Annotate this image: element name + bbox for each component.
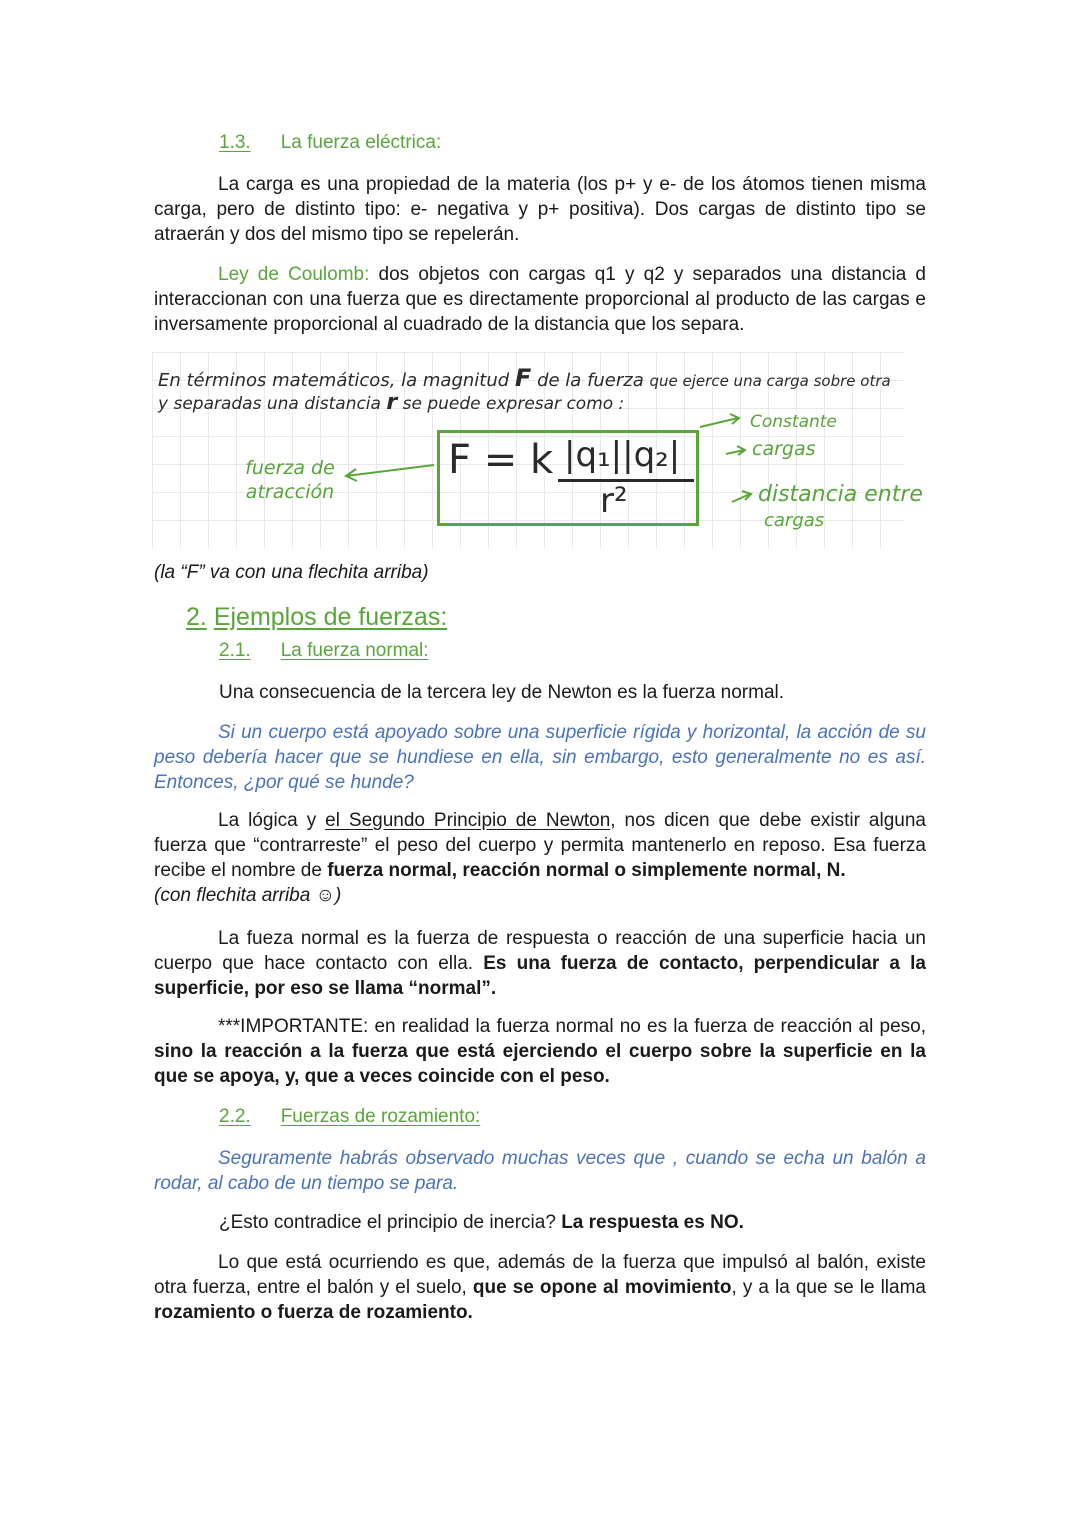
figure-r-symbol: r xyxy=(386,390,398,415)
paragraph-important xyxy=(154,1014,926,1089)
paragraph-question xyxy=(154,720,926,795)
figure-text: y separadas una distancia xyxy=(158,394,381,414)
formula-denominator: r² xyxy=(600,481,628,521)
figure-text: fuerza xyxy=(587,370,644,391)
paragraph-newton xyxy=(154,808,926,908)
section-title: Fuerzas de rozamiento: xyxy=(280,1106,481,1127)
formula-lhs: F = k xyxy=(448,437,554,483)
section-heading-2-2 xyxy=(219,1104,480,1129)
paragraph-bold: La respuesta es NO. xyxy=(561,1212,744,1233)
paragraph-ball xyxy=(154,1146,926,1196)
paragraph-italic: (con flechita arriba xyxy=(154,885,316,906)
paragraph-normal-force xyxy=(154,926,926,1001)
figure-text: se puede expresar como : xyxy=(402,394,625,414)
paragraph-text: Lo que está ocurriendo es que, además de la fuerza que impulsó al balón, existe otra fuerza, entre el balón y el suelo, xyxy=(154,1252,926,1298)
paragraph-bold: que se opone al movimiento xyxy=(472,1277,732,1298)
paragraph-text: La fueza normal es la fuerza de respuesta o reacción de una superficie hacia un cuerpo que hace contacto con ella. xyxy=(154,928,926,974)
coulomb-label: Ley de Coulomb: xyxy=(218,264,370,285)
paragraph-friction xyxy=(154,1250,926,1325)
section-number: 2.1. xyxy=(219,640,251,661)
paragraph-charge xyxy=(154,172,926,247)
note-charges-2: cargas xyxy=(764,510,825,531)
paragraph-italic: ) xyxy=(334,885,342,906)
coulomb-text: dos objetos con cargas q1 y q2 y separados una distancia d interaccionan con una fuerza que es directamente proporcional al producto de las cargas e inversamente proporcional al cuadrado de la distancia que los separa. xyxy=(154,264,926,335)
formula-numerator: |q₁||q₂| xyxy=(564,435,681,475)
section-title: La fuerza normal: xyxy=(280,640,429,661)
paragraph-coulomb xyxy=(154,262,926,337)
figure-caption: (la “F” va con una flechita arriba) xyxy=(154,562,429,583)
section-heading-2 xyxy=(186,601,447,633)
newton-principle-link[interactable]: el Segundo Principio de Newton xyxy=(325,810,611,831)
coulomb-figure xyxy=(152,352,923,548)
paragraph-bold: rozamiento o fuerza de rozamiento. xyxy=(154,1302,473,1323)
paragraph-text: Si un cuerpo está apoyado sobre una superficie rígida y horizontal, la acción de su peso debería hacer que se hundiese en ella, sin embargo, esto generalmente no es así. Entonces, ¿por qué se hunde? xyxy=(154,722,926,793)
figure-text: que ejerce una carga sobre otra xyxy=(649,372,891,390)
paragraph-text: , y a la que se le llama xyxy=(731,1277,926,1298)
paragraph-consequence: Una consecuencia de la tercera ley de Newton es la fuerza normal. xyxy=(219,682,785,703)
paragraph-text: Seguramente habrás observado muchas veces que , cuando se echa un balón a rodar, al cabo de un tiempo se para. xyxy=(154,1148,926,1194)
figure-text: En términos matemáticos, la magnitud xyxy=(158,370,510,391)
paragraph-bold: fuerza normal, reacción normal o simplemente normal, N. xyxy=(327,860,846,881)
section-number: 2. xyxy=(186,603,207,631)
section-title: Ejemplos de fuerzas: xyxy=(213,603,448,631)
section-number: 1.3. xyxy=(219,132,251,153)
smiley-icon: ☺ xyxy=(315,885,335,906)
section-heading-1-3 xyxy=(219,130,441,155)
note-distance: distancia entre xyxy=(758,482,923,507)
paragraph-text: ***IMPORTANTE: en realidad la fuerza normal no es la fuerza de reacción al peso, xyxy=(218,1016,926,1037)
section-number: 2.2. xyxy=(219,1106,251,1127)
paragraph-inertia xyxy=(219,1210,744,1235)
note-constant: Constante xyxy=(750,412,837,432)
paragraph-text: ¿Esto contradice el principio de inercia? xyxy=(219,1212,562,1233)
note-charges: cargas xyxy=(752,438,816,460)
note-line: atracción xyxy=(245,481,335,503)
paragraph-bold: sino la reacción a la fuerza que está ejerciendo el cuerpo sobre la superficie en la que se apoya, y, que a veces coincide con el peso. xyxy=(154,1041,926,1087)
note-line: fuerza de xyxy=(245,457,335,479)
figure-text: de la xyxy=(537,370,582,391)
paragraph-text: , nos dicen que debe existir alguna fuerza que “contrarreste” el peso del cuerpo y permita mantenerlo en reposo. Esa fuerza recibe el nombre de xyxy=(154,810,926,881)
paragraph-text: La lógica y xyxy=(218,810,326,831)
section-title: La fuerza eléctrica: xyxy=(280,132,442,153)
paragraph-text: La carga es una propiedad de la materia (los p+ y e- de los átomos tienen misma carga, pero de distinto tipo: e- negativa y p+ positiva). Dos cargas de distinto tipo se atraerán y dos del mismo tipo se repelerán. xyxy=(154,174,926,245)
section-heading-2-1 xyxy=(219,638,429,663)
paragraph-bold: Es una fuerza de contacto, perpendicular a la superficie, por eso se llama “normal”. xyxy=(154,953,926,999)
figure-F-symbol: F xyxy=(514,364,532,392)
